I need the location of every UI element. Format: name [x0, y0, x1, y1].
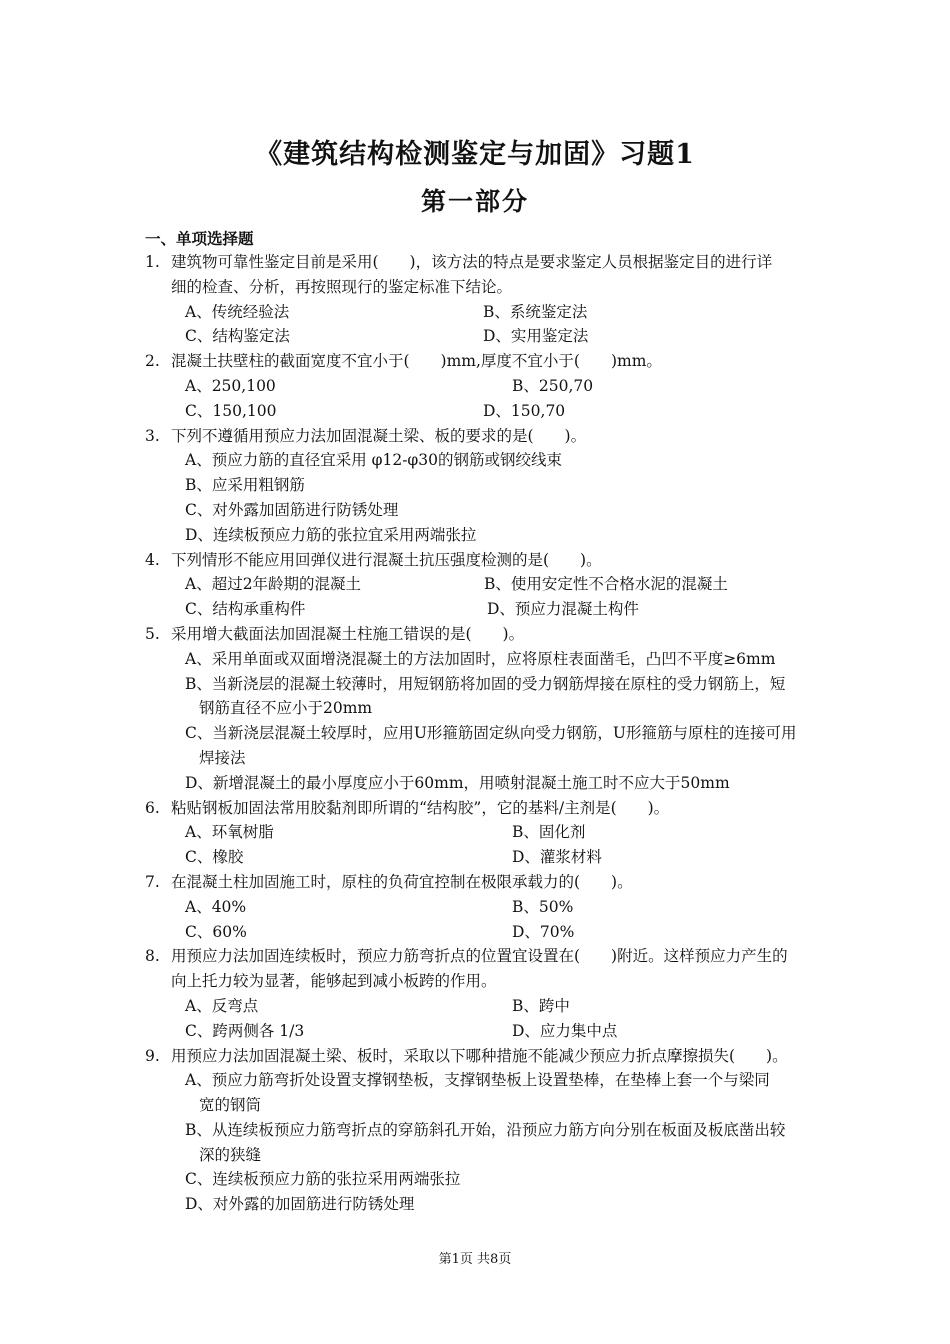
question-number: 4.: [145, 550, 160, 569]
option-row: [0, 1019, 950, 1044]
question-2: [0, 349, 826, 374]
question-text-line: 粘贴钢板加固法常用胶黏剂即所谓的“结构胶”，它的基料/主剂是( )。: [171, 798, 670, 817]
page-title: 《建筑结构检测鉴定与加固》习题1: [255, 139, 695, 170]
question-text-line: 用预应力法加固混凝土梁、板时，采取以下哪种措施不能减少预应力折点摩擦损失( )。: [171, 1046, 788, 1065]
option: B、50%: [512, 897, 574, 916]
option: B、使用安定性不合格水泥的混凝土: [484, 575, 728, 594]
option: C、当新浇层混凝土较厚时，应用U形箍筋固定纵向受力钢筋，U形箍筋与原柱的连接可用 焊接法: [185, 724, 797, 767]
question-8: [0, 944, 826, 994]
option-row: [0, 300, 950, 325]
option: D、连续板预应力筋的张拉宜采用两端张拉: [185, 525, 477, 544]
question-number: 3.: [145, 426, 160, 445]
question-text-line: 向上托力较为显著，能够起到减小板跨的作用。: [171, 972, 497, 991]
option: C、连续板预应力筋的张拉采用两端张拉: [185, 1170, 461, 1189]
question-list: [0, 250, 950, 1217]
option: C、跨两侧各 1/3: [185, 1021, 305, 1040]
option: B、跨中: [512, 996, 570, 1015]
question-text-line: 采用增大截面法加固混凝土柱施工错误的是( )。: [171, 624, 525, 643]
option: C、橡胶: [185, 848, 244, 867]
option-row: [0, 994, 950, 1019]
question-number: 7.: [145, 872, 160, 891]
option-row: [0, 572, 950, 597]
option: A、传统经验法: [185, 302, 290, 321]
question-5: [0, 622, 826, 647]
option-row: [0, 895, 950, 920]
option: D、应力集中点: [512, 1021, 618, 1040]
question-number: 5.: [145, 624, 160, 643]
question-number: 2.: [145, 352, 160, 371]
option-row: [0, 597, 950, 622]
option: B、固化剂: [512, 823, 586, 842]
option: B、当新浇层的混凝土较薄时，用短钢筋将加固的受力钢筋焊接在原柱的受力钢筋上，短 钢筋直径不应小于20mm: [185, 674, 786, 718]
option: A、预应力筋的直径宜采用 φ12-φ30的钢筋或钢绞线束: [185, 451, 563, 470]
question-9: [0, 1044, 826, 1069]
question-7: [0, 870, 826, 895]
question-text-line: 下列不遵循用预应力法加固混凝土梁、板的要求的是( )。: [171, 426, 587, 445]
option: B、从连续板预应力筋弯折点的穿筋斜孔开始，沿预应力筋方向分别在板面及板底凿出较 深的狭缝: [185, 1120, 786, 1164]
question-number: 1.: [145, 253, 160, 271]
option: D、对外露的加固筋进行防锈处理: [185, 1195, 415, 1214]
option: C、60%: [185, 922, 247, 941]
option: B、应采用粗钢筋: [185, 476, 305, 495]
option: D、预应力混凝土构件: [487, 600, 639, 619]
option-row: [0, 845, 950, 870]
page-footer: 第1页 共8页: [438, 1252, 512, 1267]
option: A、250,100: [185, 376, 276, 395]
option: D、70%: [512, 922, 575, 941]
option: A、反弯点: [185, 996, 259, 1015]
option: C、结构承重构件: [185, 600, 306, 619]
question-text-line: 混凝土扶壁柱的截面宽度不宜小于( )mm,厚度不宜小于( )mm。: [171, 352, 662, 371]
option: D、150,70: [483, 401, 566, 420]
question-text-line: 细的检查、分析，再按照现行的鉴定标准下结论。: [171, 277, 513, 296]
question-6: [0, 796, 826, 821]
question-text-line: 用预应力法加固连续板时，预应力筋弯折点的位置宜设置在( )附近。这样预应力产生的: [171, 947, 788, 966]
option: C、150,100: [185, 401, 277, 420]
part-heading: 第一部分: [420, 187, 529, 216]
option: D、实用鉴定法: [483, 327, 589, 346]
option: A、采用单面或双面增浇混凝土的方法加固时，应将原柱表面凿毛，凸凹不平度≥6mm: [185, 649, 776, 668]
option: A、预应力筋弯折处设置支撑钢垫板，支撑钢垫板上设置垫棒，在垫棒上套一个与梁同 宽的钢筒: [185, 1071, 770, 1115]
question-text-line: 下列情形不能应用回弹仪进行混凝土抗压强度检测的是( )。: [171, 550, 602, 569]
option-row: [0, 399, 950, 424]
question-3: [0, 424, 826, 449]
option: B、系统鉴定法: [483, 302, 588, 321]
option: A、环氧树脂: [185, 823, 274, 842]
option: D、灌浆材料: [512, 848, 602, 867]
option-row: [0, 324, 950, 349]
question-text-line: 建筑物可靠性鉴定目前是采用( )，该方法的特点是要求鉴定人员根据鉴定目的进行详: [171, 253, 773, 271]
option: D、新增混凝土的最小厚度应小于60mm，用喷射混凝土施工时不应大于50mm: [185, 773, 730, 792]
question-1: [0, 250, 826, 300]
option-row: [0, 920, 950, 945]
option: A、超过2年龄期的混凝土: [185, 575, 362, 594]
option: C、结构鉴定法: [185, 327, 290, 346]
question-number: 6.: [145, 798, 160, 817]
option: C、对外露加固筋进行防锈处理: [185, 500, 399, 519]
section-heading: 一、单项选择题: [145, 229, 254, 248]
option-row: [0, 374, 950, 399]
question-number: 9.: [145, 1046, 160, 1065]
option: B、250,70: [512, 376, 594, 395]
question-text-line: 在混凝土柱加固施工时，原柱的负荷宜控制在极限承载力的( )。: [171, 872, 633, 891]
question-number: 8.: [145, 947, 160, 966]
option-row: [0, 820, 950, 845]
option: A、40%: [185, 897, 247, 916]
question-4: [0, 548, 826, 573]
